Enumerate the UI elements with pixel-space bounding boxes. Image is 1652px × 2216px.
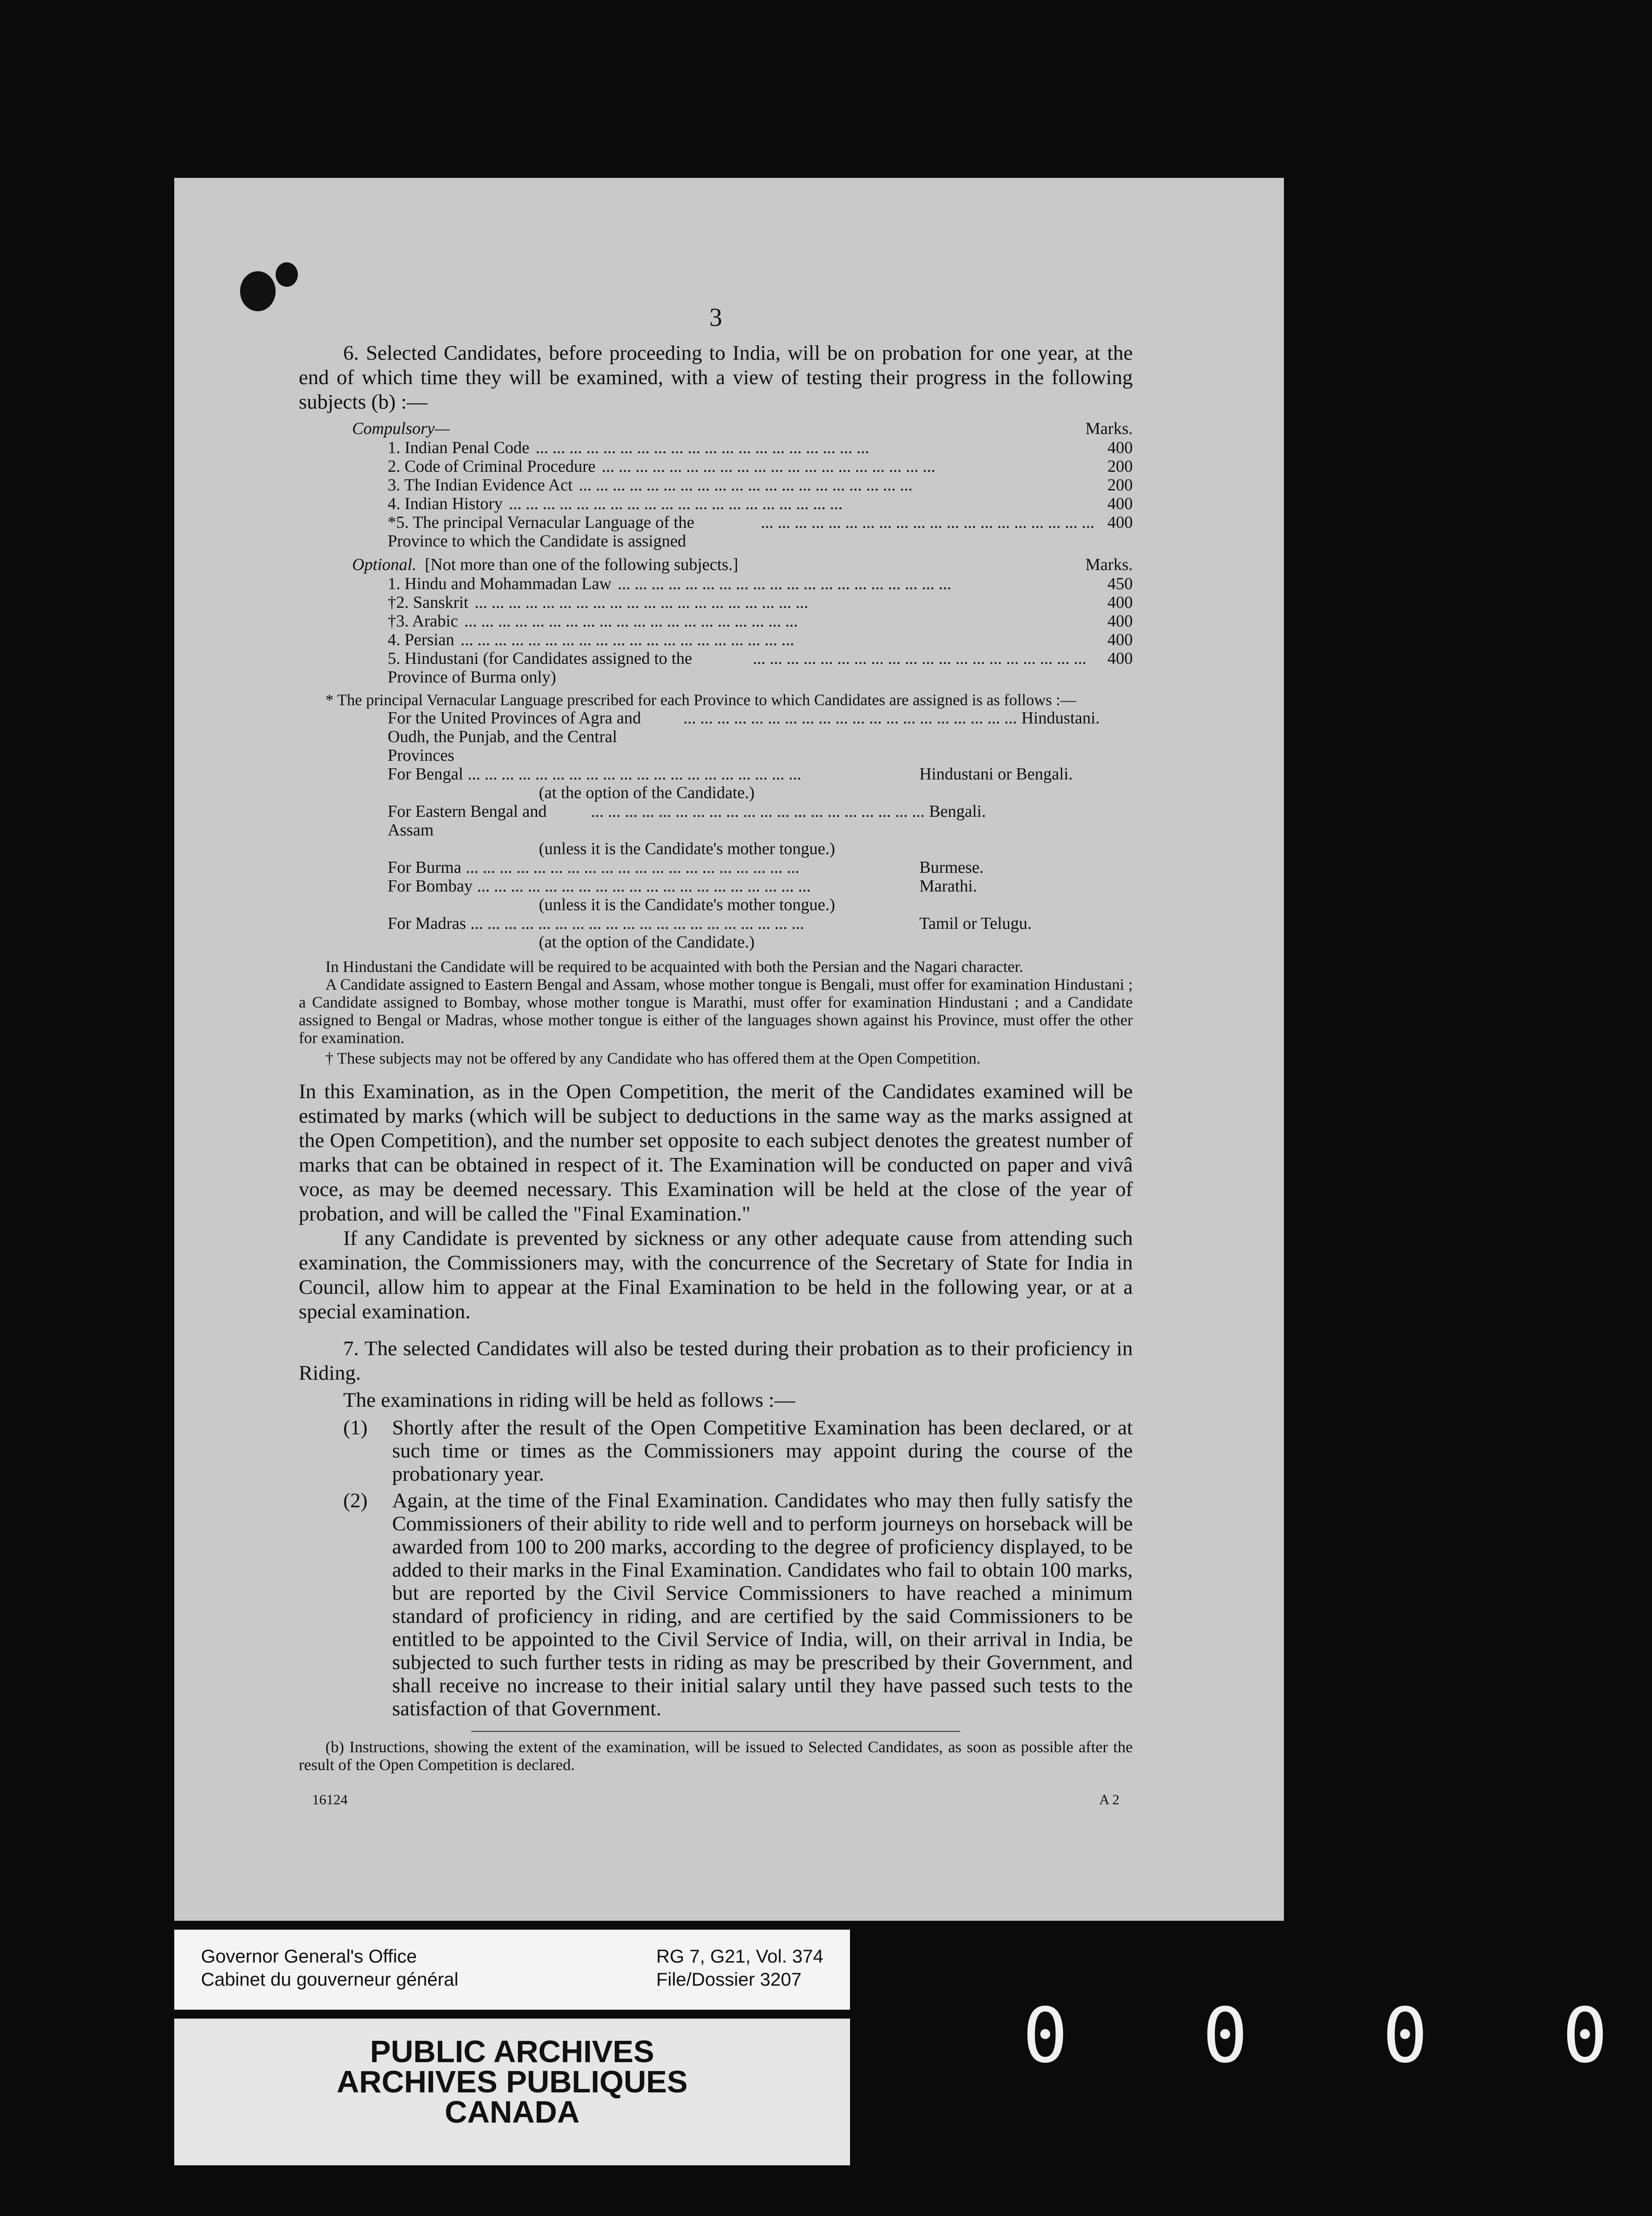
subject-label: 1. Indian Penal Code: [388, 438, 529, 457]
optional-list: [352, 574, 1133, 686]
sickness-paragraph: If any Candidate is prevented by sickness or any other adequate cause from attending such examination, the Commissioners may, with the concurrence of the Secretary of State for India in Council, allow him to appear at the Final Examination to be held in the following year, or at a special examination.: [299, 1227, 1133, 1323]
marks-heading: Marks.: [1085, 555, 1133, 574]
file-number: File/Dossier 3207: [656, 1969, 802, 1990]
riding-item-text: Shortly after the result of the Open Competitive Examination has been declared, or at such time or times as the Commissioners may appoint during the course of the probationary year.: [392, 1416, 1133, 1485]
subject-marks: 200: [1107, 457, 1133, 476]
signature-mark: A 2: [1099, 1791, 1119, 1807]
subject-marks: 400: [1107, 513, 1133, 532]
paragraph-6: 6. Selected Candidates, before proceeding to India, will be on probation for one year, at the end of which time they will be examined, with a view of testing their progress in the following subjects (b) :—: [299, 341, 1133, 413]
province-label: For Madras: [388, 914, 466, 933]
subject-marks: 450: [1107, 574, 1133, 593]
page-number: 3: [709, 303, 722, 332]
paragraph-7: 7. The selected Candidates will also be tested during their probation as to their proficiency in Riding.: [299, 1337, 1133, 1385]
marks-heading: Marks.: [1085, 419, 1133, 438]
language-note: (unless it is the Candidate's mother tongue.): [539, 895, 835, 914]
optional-heading: Optional.: [352, 555, 417, 574]
language-value: Hindustani or Bengali.: [919, 765, 1073, 783]
language-row: [299, 802, 1133, 839]
subject-marks: 400: [1107, 593, 1133, 612]
subject-label: 3. The Indian Evidence Act: [388, 476, 573, 494]
riding-item-number: (1): [343, 1416, 368, 1439]
subject-marks: 400: [1107, 649, 1133, 668]
subject-label: †2. Sanskrit: [388, 593, 469, 612]
subject-label: 4. Persian: [388, 630, 454, 649]
punch-hole: [276, 262, 298, 287]
subject-row: [388, 593, 1133, 612]
subject-row: [388, 494, 1133, 513]
print-code: 16124: [312, 1791, 348, 1807]
riding-intro: The examinations in riding will be held as follows :—: [343, 1389, 795, 1412]
language-row: [299, 858, 1133, 877]
archive-stamp: [174, 2019, 850, 2165]
language-list: [299, 709, 1133, 951]
subject-marks: 400: [1107, 630, 1133, 649]
subject-row: [388, 630, 1133, 649]
riding-item-number: (2): [343, 1489, 368, 1512]
optional-section: [299, 555, 1133, 686]
language-row: [299, 765, 1133, 783]
language-value: Burmese.: [919, 858, 984, 877]
subject-row: [388, 457, 1133, 476]
footnote-b: (b) Instructions, showing the extent of the examination, will be issued to Selected Candidates, as soon as possible after the result of the Open Competition is declared.: [299, 1738, 1133, 1774]
leader-dots: ... ... ... ... ... ... ... ... ... ... ... ... ... ... ... ... ... ... ... ...: [477, 877, 811, 895]
language-row: [299, 877, 1133, 895]
riding-item-text: Again, at the time of the Final Examination. Candidates who may then fully satisfy the Commissioners of their ability to ride well and to perform journeys on horseback will be awarded from 100 to 200 marks, according to the degree of proficiency displayed, to be added to their marks in the Final Examination. Candidates who fail to obtain 100 marks, but are reported by the Civil Service Commissioners to have reached a minimum standard of proficiency in riding, and are certified by the said Commissioners to be entitled to be appointed to the Civil Service of India, will, on their arrival in India, be subjected to such further tests in riding as may be prescribed by their Government, and shall receive no increase to their initial salary until they have passed such tests to the satisfaction of that Government.: [392, 1489, 1133, 1720]
leader-dots: ... ... ... ... ... ... ... ... ... ... ... ... ... ... ... ... ... ... ... ...: [683, 709, 1017, 727]
subject-marks: 400: [1107, 612, 1133, 630]
document-page: [174, 178, 1284, 1921]
province-label: For Bengal: [388, 765, 463, 783]
leader-dots: ... ... ... ... ... ... ... ... ... ... ... ... ... ... ... ... ... ... ... ...: [601, 457, 936, 476]
subject-marks: 200: [1107, 476, 1133, 494]
subject-row: [388, 612, 1133, 630]
leader-dots: ... ... ... ... ... ... ... ... ... ... ... ... ... ... ... ... ... ... ... ...: [464, 612, 798, 630]
vernacular-intro: * The principal Vernacular Language prescribed for each Province to which Candidates are assigned is as follows :—: [325, 691, 1077, 709]
exam-paragraph: In this Examination, as in the Open Competition, the merit of the Candidates examined will be estimated by marks (which will be subject to deductions in the same way as the marks assigned at the Open Competition), and the number set opposite to each subject denotes the greatest number of marks that can be obtained in respect of it. The Examination will be conducted on paper and vivâ voce, as may be deemed necessary. This Examination will be held at the close of the year of probation, and will be called the "Final Examination.": [299, 1080, 1133, 1225]
stamp-line-1: PUBLIC ARCHIVES: [370, 2034, 654, 2069]
leader-dots: ... ... ... ... ... ... ... ... ... ... ... ... ... ... ... ... ... ... ... ...: [470, 914, 804, 933]
compulsory-section: [299, 419, 1133, 550]
subject-label: *5. The principal Vernacular Language of the Province to which the Candidate is assigned: [388, 513, 694, 550]
record-group: RG 7, G21, Vol. 374: [656, 1946, 823, 1967]
compulsory-heading: Compulsory—: [352, 419, 450, 438]
province-label: For Burma: [388, 858, 461, 877]
language-note: (unless it is the Candidate's mother tongue.): [539, 839, 835, 858]
subject-row: [388, 574, 1133, 593]
language-row: [299, 709, 1133, 765]
leader-dots: ... ... ... ... ... ... ... ... ... ... ... ... ... ... ... ... ... ... ... ...: [535, 438, 870, 457]
subject-marks: 400: [1107, 494, 1133, 513]
language-value: Marathi.: [919, 877, 977, 895]
page-footer: [299, 1791, 1133, 1808]
leader-dots: ... ... ... ... ... ... ... ... ... ... ... ... ... ... ... ... ... ... ... ...: [465, 858, 800, 877]
language-note: (at the option of the Candidate.): [539, 783, 755, 802]
subject-label: †3. Arabic: [388, 612, 458, 630]
riding-item: [299, 1489, 1133, 1720]
footnote-divider: [471, 1731, 960, 1732]
province-label: For Bombay: [388, 877, 473, 895]
language-row: [299, 914, 1133, 933]
language-value: Tamil or Telugu.: [919, 914, 1032, 933]
bengal-note: A Candidate assigned to Eastern Bengal and Assam, whose mother tongue is Bengali, must offer for examination Hindustani ; a Candidate assigned to Bombay, whose mother tongue is Marathi, must offer for examination Hindustani ; and a Candidate assigned to Bengal or Madras, whose mother tongue is either of the languages shown against his Province, must offer the other for examination.: [299, 976, 1133, 1047]
leader-dots: ... ... ... ... ... ... ... ... ... ... ... ... ... ... ... ... ... ... ... ...: [591, 802, 925, 821]
office-english: Governor General's Office: [201, 1946, 417, 1967]
leader-dots: ... ... ... ... ... ... ... ... ... ... ... ... ... ... ... ... ... ... ... ...: [579, 476, 913, 494]
riding-list: [299, 1416, 1133, 1720]
language-value: Hindustani.: [1021, 709, 1100, 727]
subject-row: [388, 438, 1133, 457]
subject-label: 1. Hindu and Mohammadan Law: [388, 574, 612, 593]
subject-label: 2. Code of Criminal Procedure: [388, 457, 596, 476]
stamp-line-2: ARCHIVES PUBLIQUES: [337, 2064, 688, 2099]
frame-number: 0 0 0 0: [1022, 1992, 1652, 2080]
subject-label: 4. Indian History: [388, 494, 503, 513]
optional-note: [Not more than one of the following subjects.]: [425, 555, 738, 574]
compulsory-list: [352, 438, 1133, 550]
office-french: Cabinet du gouverneur général: [201, 1969, 459, 1990]
leader-dots: ... ... ... ... ... ... ... ... ... ... ... ... ... ... ... ... ... ... ... ...: [617, 574, 951, 593]
subject-marks: 400: [1107, 438, 1133, 457]
leader-dots: ... ... ... ... ... ... ... ... ... ... ... ... ... ... ... ... ... ... ... ...: [509, 494, 843, 513]
subject-row: [388, 513, 1133, 550]
leader-dots: ... ... ... ... ... ... ... ... ... ... ... ... ... ... ... ... ... ... ... ...: [761, 513, 1095, 532]
province-label: For Eastern Bengal and Assam: [388, 802, 547, 839]
leader-dots: ... ... ... ... ... ... ... ... ... ... ... ... ... ... ... ... ... ... ... ...: [474, 593, 809, 612]
archive-label: [174, 1930, 850, 2010]
subject-row: [388, 476, 1133, 494]
subject-label: 5. Hindustani (for Candidates assigned to the Province of Burma only): [388, 649, 692, 686]
leader-dots: ... ... ... ... ... ... ... ... ... ... ... ... ... ... ... ... ... ... ... ...: [753, 649, 1087, 668]
stamp-line-3: CANADA: [445, 2095, 580, 2129]
punch-hole: [240, 271, 276, 311]
subject-row: [388, 649, 1133, 686]
riding-item: [299, 1416, 1133, 1485]
hindustani-note: In Hindustani the Candidate will be required to be acquainted with both the Persian and the Nagari character.: [325, 958, 1023, 976]
province-label: For the United Provinces of Agra and Oudh, the Punjab, and the Central Provinces: [388, 709, 641, 765]
leader-dots: ... ... ... ... ... ... ... ... ... ... ... ... ... ... ... ... ... ... ... ...: [460, 630, 794, 649]
leader-dots: ... ... ... ... ... ... ... ... ... ... ... ... ... ... ... ... ... ... ... ...: [467, 765, 802, 783]
language-value: Bengali.: [929, 802, 986, 821]
language-note: (at the option of the Candidate.): [539, 933, 755, 951]
dagger-note: † These subjects may not be offered by any Candidate who has offered them at the Open Competition.: [325, 1049, 981, 1067]
